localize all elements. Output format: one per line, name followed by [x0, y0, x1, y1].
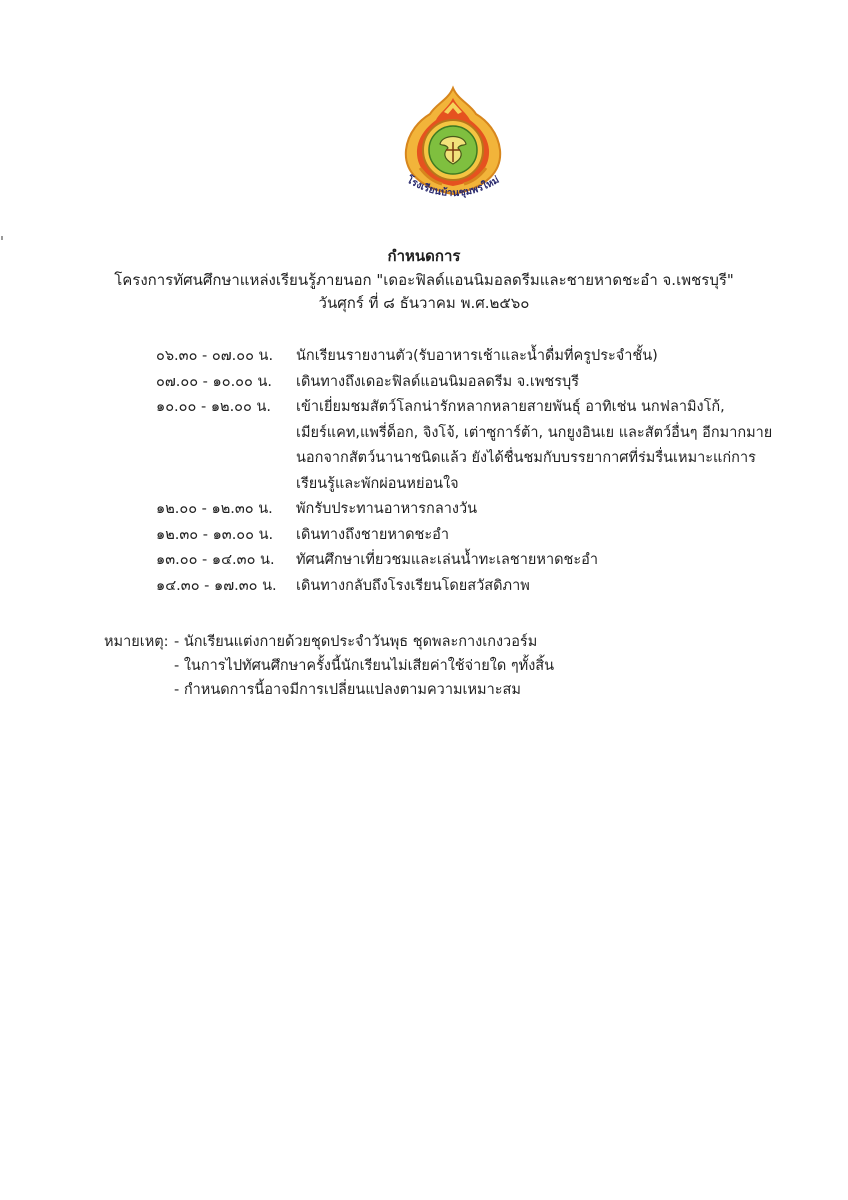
schedule-activity — [296, 370, 816, 396]
note-item: - กำหนดการนี้อาจมีการเปลี่ยนแปลงตามความเหมาะสม — [174, 682, 521, 698]
notes-section — [104, 630, 554, 702]
schedule-activity — [296, 523, 816, 549]
notes-row — [104, 630, 554, 702]
schedule-activity — [296, 497, 816, 523]
activity-line: นอกจากสัตว์นานาชนิดแล้ว ยังได้ชื่นชมกับบรรยากาศที่ร่มรื่นเหมาะแก่การ — [296, 450, 756, 466]
schedule-row — [156, 395, 816, 497]
schedule-time: ๑๒.๓๐ - ๑๓.๐๐ น. — [156, 526, 274, 543]
schedule-time: ๐๖.๓๐ - ๐๗.๐๐ น. — [156, 348, 274, 364]
scan-mark — [1, 236, 3, 240]
activity-line: พักรับประทานอาหารกลางวัน — [296, 501, 478, 517]
schedule-activity — [296, 574, 816, 600]
schedule-activity — [296, 344, 816, 370]
schedule-row — [156, 344, 816, 370]
activity-line: ทัศนศึกษาเที่ยวชมและเล่นน้ำทะเลชายหาดชะอำ — [296, 552, 599, 568]
activity-line: เดินทางกลับถึงโรงเรียนโดยสวัสดิภาพ — [296, 577, 530, 594]
activity-line: เมียร์แคท,แพรี่ด็อก, จิงโจ้, เต่าซูการ์ต้า, นกยูงอินเย และสัตว์อื่นๆ อีกมากมาย — [296, 424, 773, 441]
schedule-row — [156, 497, 816, 523]
schedule-activity — [296, 395, 816, 497]
schedule-row — [156, 523, 816, 549]
document-date: วันศุกร์ ที่ ๘ ธันวาคม พ.ศ.๒๕๖๐ — [318, 294, 530, 312]
note-item: - ในการไปทัศนศึกษาครั้งนี้นักเรียนไม่เสียค่าใช้จ่ายใด ๆทั้งสิ้น — [174, 658, 555, 674]
schedule-time: ๑๒.๐๐ - ๑๒.๓๐ น. — [156, 501, 273, 517]
schedule-activity — [296, 548, 816, 574]
emblem-text: โรงเรียนบ้านชุมพรใหม่ — [404, 174, 502, 200]
schedule-time: ๑๔.๓๐ - ๑๗.๓๐ น. — [156, 577, 277, 594]
activity-line: เดินทางถึงเดอะฟิลด์แอนนิมอลดรีม จ.เพชรบุรี — [296, 373, 580, 390]
school-emblem-icon — [390, 84, 516, 212]
activity-line: เรียนรู้และพักผ่อนหย่อนใจ — [296, 475, 459, 492]
activity-line: นักเรียนรายงานตัว(รับอาหารเช้าและน้ำดื่มที่ครูประจำชั้น) — [296, 348, 658, 364]
notes-label: หมายเหตุ: — [104, 634, 169, 650]
activity-line: เข้าเยี่ยมชมสัตว์โลกน่ารักหลากหลายสายพันธุ์ อาทิเช่น นกฟลามิงโก้, — [296, 399, 725, 415]
schedule-row — [156, 548, 816, 574]
notes-list — [174, 630, 554, 702]
document-subtitle: โครงการทัศนศึกษาแหล่งเรียนรู้ภายนอก "เดอะฟิลด์แอนนิมอลดรีมและชายหาดชะอำ จ.เพชรบุรี" — [114, 271, 734, 289]
activity-line: เดินทางถึงชายหาดชะอำ — [296, 526, 450, 543]
document-title: กำหนดการ — [387, 247, 461, 265]
schedule-time: ๑๐.๐๐ - ๑๒.๐๐ น. — [156, 399, 272, 415]
schedule-time: ๑๓.๐๐ - ๑๔.๓๐ น. — [156, 552, 275, 568]
note-item: - นักเรียนแต่งกายด้วยชุดประจำวันพุธ ชุดพละกางเกงวอร์ม — [174, 634, 538, 650]
schedule-table — [156, 344, 816, 599]
schedule-time: ๐๗.๐๐ - ๑๐.๐๐ น. — [156, 373, 273, 390]
schedule-row — [156, 370, 816, 396]
schedule-row — [156, 574, 816, 600]
